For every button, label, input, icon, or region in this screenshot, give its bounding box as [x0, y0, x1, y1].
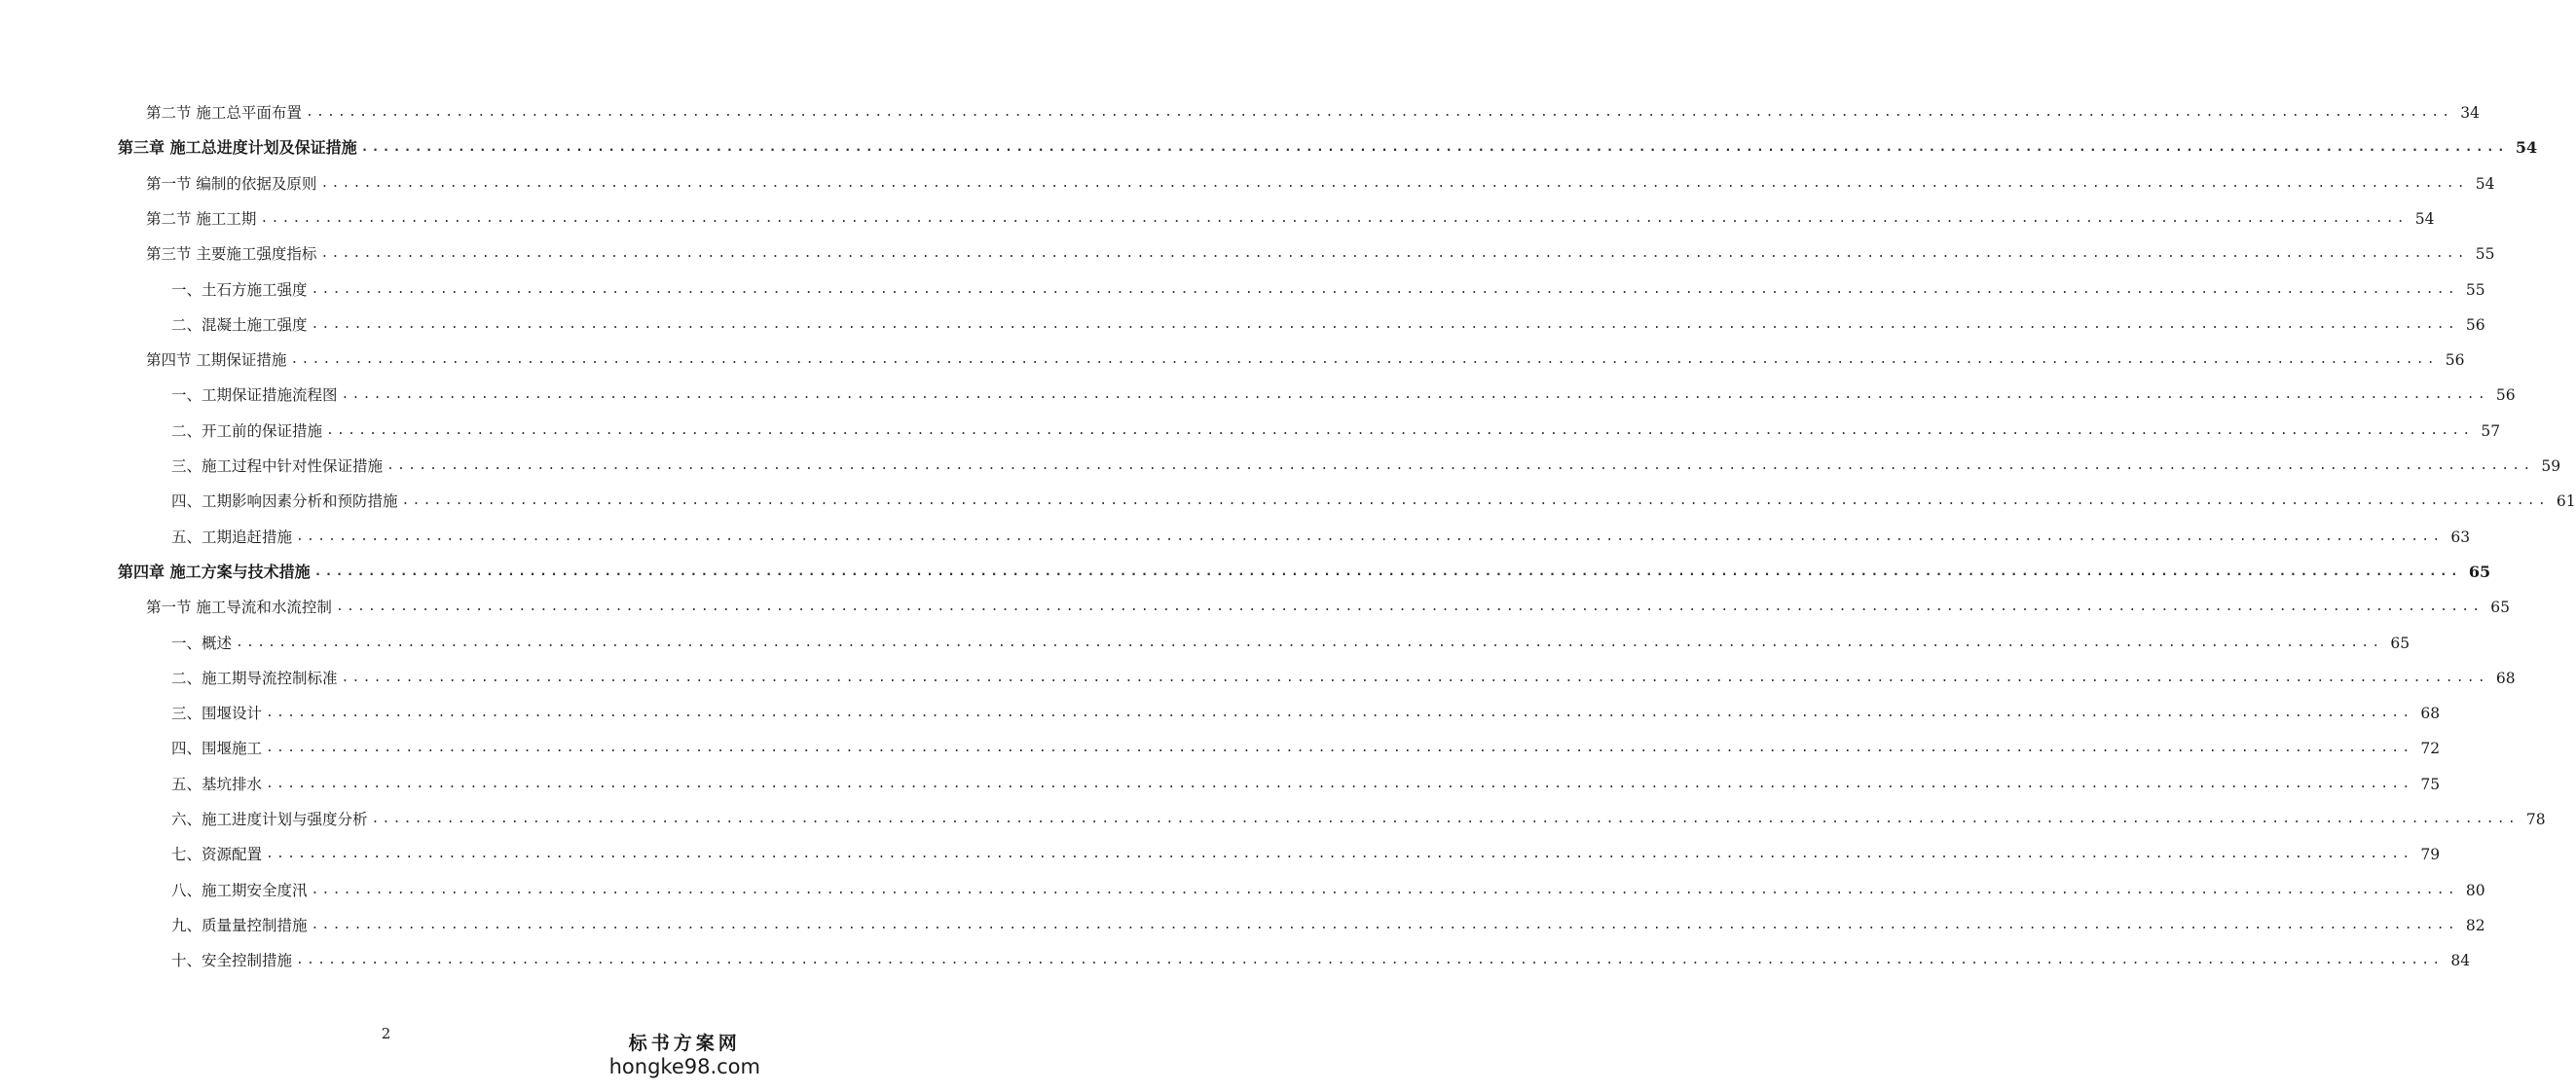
toc-entry-page: 55 [2465, 280, 2485, 299]
toc-entry-page: 82 [2465, 916, 2485, 934]
toc-entry-page: 56 [2495, 386, 2516, 405]
toc-entry-page: 79 [2420, 846, 2441, 864]
toc-entry[interactable] [171, 873, 2485, 900]
toc-entry[interactable] [171, 696, 2441, 723]
toc-entry-label: 四、工期影响因素分析和预防措施 [171, 492, 398, 511]
toc-entry[interactable] [171, 908, 2485, 935]
toc-entry[interactable] [171, 731, 2441, 758]
watermark-logo [609, 1032, 760, 1078]
page-number: 2 [381, 1025, 391, 1042]
toc-entry-label: 一、概述 [171, 634, 233, 652]
toc-leader-dots: ........................................................................................................................................................................................................ [305, 105, 2453, 120]
toc-entry-label: 五、基坑排水 [171, 775, 263, 793]
toc-entry[interactable] [171, 767, 2441, 794]
toc-leader-dots: ........................................................................................................................................................................................................ [266, 776, 2413, 791]
toc-entry-label: 第一节 编制的依据及原则 [146, 174, 317, 193]
toc-entry-label: 二、开工前的保证措施 [171, 421, 323, 440]
toc-entry-label: 一、土石方施工强度 [171, 280, 308, 299]
toc-entry[interactable] [171, 837, 2441, 864]
toc-entry-page: 78 [2525, 811, 2546, 828]
toc-entry-label: 二、混凝土施工强度 [171, 315, 308, 334]
toc-entry-page: 56 [2465, 315, 2485, 334]
toc-leader-dots: ........................................................................................................................................................................................................ [311, 882, 2458, 897]
toc-entry-label: 八、施工期安全度汛 [171, 881, 308, 899]
toc-leader-dots: ........................................................................................................................................................................................................ [320, 246, 2468, 262]
toc-entry-label: 第一节 施工导流和水流控制 [146, 599, 332, 617]
toc-entry-page: 75 [2420, 775, 2441, 793]
toc-leader-dots: ........................................................................................................................................................................................................ [260, 210, 2408, 226]
toc-leader-dots: ........................................................................................................................................................................................................ [266, 706, 2413, 721]
toc-entry-label: 第三节 主要施工强度指标 [146, 245, 317, 264]
toc-entry-page: 57 [2481, 421, 2501, 440]
toc-entry-page: 63 [2450, 528, 2471, 546]
toc-entry-label: 第二节 施工总平面布置 [146, 104, 302, 122]
toc-leader-dots: ........................................................................................................................................................................................................ [266, 847, 2413, 862]
toc-entry-page: 68 [2495, 669, 2516, 687]
toc-leader-dots: ........................................................................................................................................................................................................ [360, 140, 2508, 156]
toc-leader-dots: ........................................................................................................................................................................................................ [341, 670, 2488, 685]
watermark-cn: 标书方案网 [628, 1033, 741, 1054]
toc-entry[interactable] [171, 308, 2485, 335]
toc-leader-dots: ........................................................................................................................................................................................................ [296, 528, 2444, 544]
toc-entry[interactable] [171, 943, 2471, 970]
toc-entry[interactable] [146, 201, 2435, 229]
toc-entry-label: 第二节 施工工期 [146, 209, 257, 228]
toc-entry-page: 68 [2420, 705, 2441, 723]
toc-entry-label: 六、施工进度计划与强度分析 [171, 811, 368, 828]
toc-leader-dots: ........................................................................................................................................................................................................ [320, 175, 2468, 191]
toc-leader-dots: ........................................................................................................................................................................................................ [371, 812, 2519, 826]
toc-entry[interactable] [171, 484, 2576, 511]
toc-entry-page: 80 [2465, 881, 2485, 899]
toc-leader-dots: ........................................................................................................................................................................................................ [266, 741, 2413, 756]
toc-entry-page: 54 [2515, 138, 2538, 158]
toc-entry-label: 第三章 施工总进度计划及保证措施 [118, 138, 357, 158]
toc-entry-page: 84 [2450, 952, 2471, 970]
toc-entry-page: 59 [2541, 457, 2561, 475]
toc-entry-page: 54 [2414, 209, 2435, 228]
toc-entry[interactable] [171, 661, 2516, 688]
toc-entry[interactable] [171, 273, 2485, 300]
toc-entry[interactable] [118, 130, 2538, 158]
toc-entry-page: 54 [2475, 174, 2495, 193]
toc-leader-dots: ........................................................................................................................................................................................................ [335, 600, 2484, 615]
toc-leader-dots: ........................................................................................................................................................................................................ [311, 917, 2458, 932]
toc-leader-dots: ........................................................................................................................................................................................................ [313, 564, 2461, 579]
toc-entry[interactable] [171, 414, 2501, 441]
toc-entry-page: 56 [2445, 351, 2465, 370]
toc-entry-label: 第四节 工期保证措施 [146, 351, 287, 370]
toc-leader-dots: ........................................................................................................................................................................................................ [341, 387, 2488, 403]
toc-entry[interactable] [146, 95, 2481, 123]
toc-entry-page: 65 [2390, 634, 2410, 652]
toc-leader-dots: ........................................................................................................................................................................................................ [290, 352, 2438, 368]
toc-entry[interactable] [146, 166, 2495, 194]
toc-entry-page: 65 [2468, 562, 2491, 581]
toc-entry-label: 七、资源配置 [171, 846, 263, 864]
toc-leader-dots: ........................................................................................................................................................................................................ [236, 635, 2383, 650]
toc-entry-label: 九、质量量控制措施 [171, 916, 308, 934]
toc-leader-dots: ........................................................................................................................................................................................................ [296, 953, 2444, 968]
toc-leader-dots: ........................................................................................................................................................................................................ [326, 422, 2474, 438]
toc-entry-page: 72 [2420, 740, 2441, 758]
toc-entry-label: 三、围堰设计 [171, 705, 263, 723]
toc-entry[interactable] [146, 343, 2465, 370]
toc-entry-page: 34 [2460, 104, 2481, 122]
toc-entry-label: 三、施工过程中针对性保证措施 [171, 457, 384, 475]
toc-entry[interactable] [171, 378, 2516, 405]
toc-leader-dots: ........................................................................................................................................................................................................ [311, 316, 2458, 332]
toc-leader-dots: ........................................................................................................................................................................................................ [401, 493, 2549, 509]
toc-entry[interactable] [118, 555, 2491, 582]
toc-entry[interactable] [171, 802, 2546, 829]
toc-entry-label: 十、安全控制措施 [171, 952, 293, 970]
toc-entry-page: 61 [2556, 492, 2576, 511]
toc-entry[interactable] [171, 449, 2561, 476]
toc-entry-label: 二、施工期导流控制标准 [171, 669, 338, 687]
toc-leader-dots: ........................................................................................................................................................................................................ [386, 458, 2534, 473]
toc-entry-page: 55 [2475, 245, 2495, 264]
toc-entry-label: 一、工期保证措施流程图 [171, 386, 338, 405]
toc-entry-label: 五、工期追赶措施 [171, 528, 293, 546]
toc-entry-label: 第四章 施工方案与技术措施 [118, 562, 311, 581]
watermark-en: hongke98.com [608, 1055, 760, 1078]
toc-entry[interactable] [146, 237, 2495, 264]
toc-entry-page: 65 [2490, 599, 2511, 617]
toc-entry[interactable] [171, 520, 2471, 547]
toc-entry[interactable] [146, 590, 2511, 617]
toc-entry[interactable] [171, 626, 2410, 653]
toc-entry-label: 四、围堰施工 [171, 740, 263, 758]
toc-leader-dots: ........................................................................................................................................................................................................ [311, 281, 2458, 297]
